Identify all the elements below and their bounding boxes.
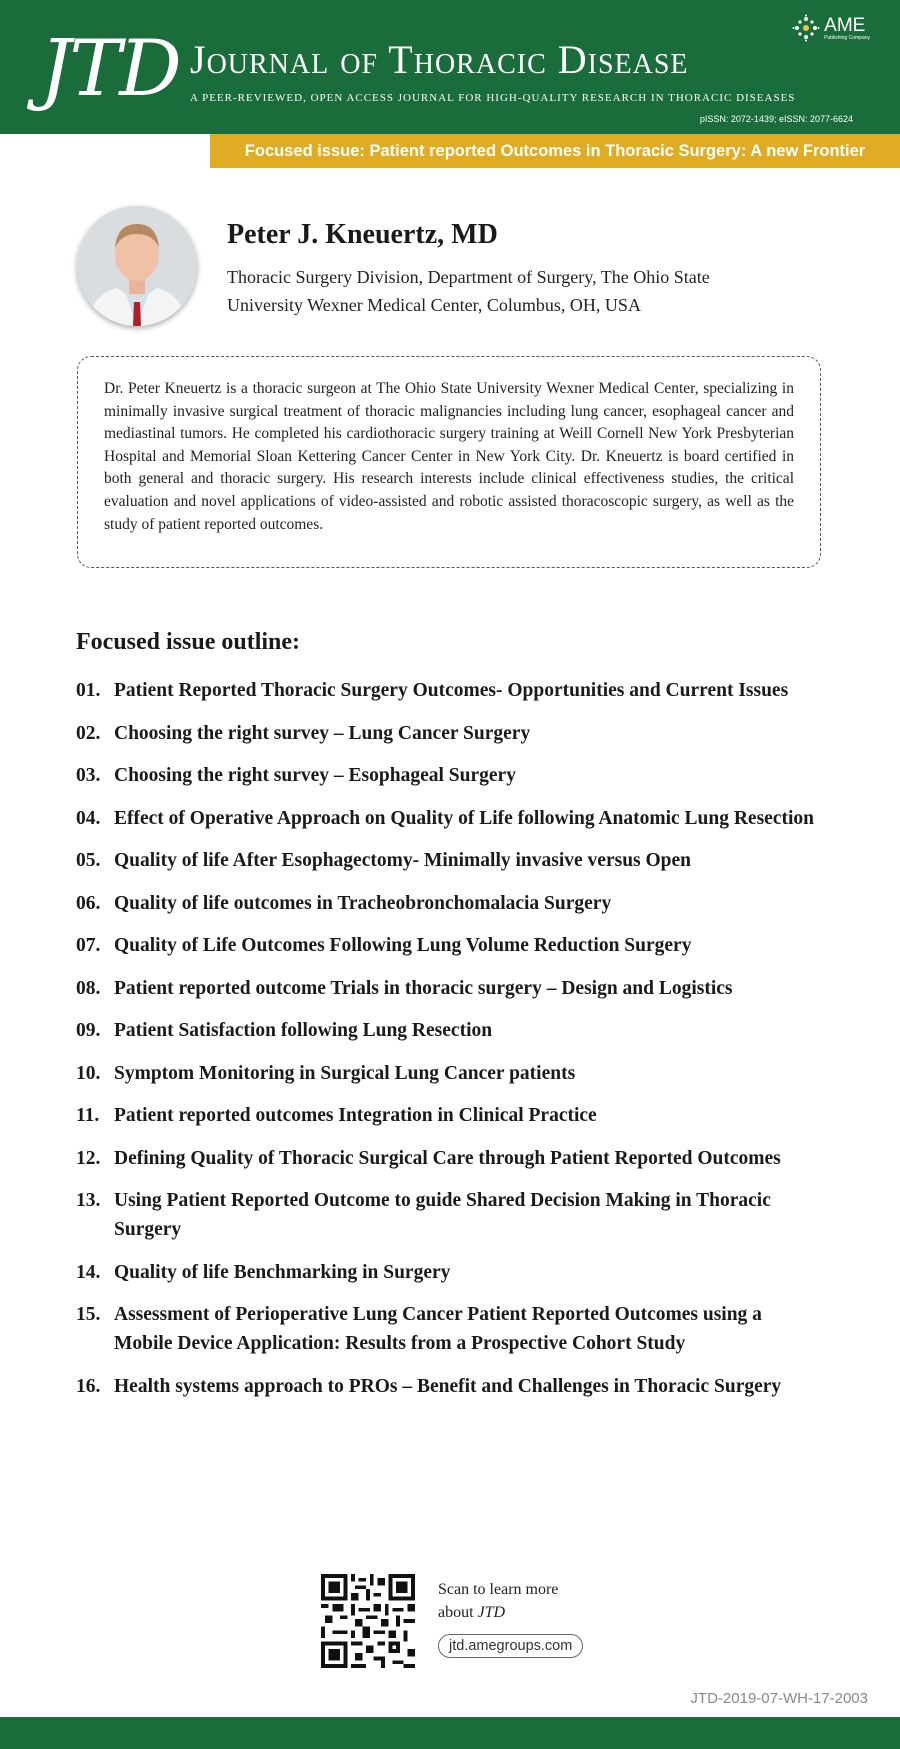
item-title: Quality of life outcomes in Tracheobronchomalacia Surgery [114,892,612,914]
outline-item [76,1372,816,1401]
item-number: 13. [76,1190,101,1211]
scan-journal: JTD [477,1604,506,1621]
outline-item [76,1258,816,1287]
focused-issue-banner: Focused issue: Patient reported Outcomes in Thoracic Surgery: A new Frontier [210,134,900,168]
item-number: 16. [76,1375,101,1397]
journal-url-link[interactable]: jtd.amegroups.com [438,1634,583,1658]
item-number: 14. [76,1261,101,1283]
outline-title: Focused issue outline: [76,629,301,655]
item-number: 07. [76,935,101,956]
outline-item [76,804,816,833]
scan-caption [438,1578,558,1624]
outline-item [76,889,816,918]
item-number: 11. [76,1105,100,1126]
editor-bio: Dr. Peter Kneuertz is a thoracic surgeon at The Ohio State University Wexner Medical Center, specializing in minimally invasive surgical treatment of thoracic malignancies including lung cancer, esophageal cancer and mediastinal tumors. He completed his cardiothoracic surgery training at Weill Cornell New York Presbyterian Hospital and Memorial Sloan Kettering Cancer Center in New York City. Dr. Kneuertz is board certified in both general and thoracic surgery. His research interests include clinical effectiveness studies, the critical evaluation and novel applications of video-assisted and robotic assisted thoracoscopic surgery, as well as the study of patient reported outcomes. [77,356,821,568]
ame-name: AME [824,15,866,36]
item-number: 10. [76,1062,101,1084]
item-title: Effect of Operative Approach on Quality of Life following Anatomic Lung Resection [114,807,814,829]
ame-logo [792,14,870,42]
item-number: 04. [76,807,101,829]
item-number: 15. [76,1304,101,1325]
ame-subtitle: Publishing Company [824,35,870,41]
item-number: 06. [76,892,101,914]
item-title: Assessment of Perioperative Lung Cancer Patient Reported Outcomes using a Mobile Device Application: Results from a Prospective Cohort Study [114,1304,762,1354]
document-code: JTD-2019-07-WH-17-2003 [690,1690,868,1707]
scan-line-1: Scan to learn more [438,1581,559,1598]
item-title: Patient Reported Thoracic Surgery Outcomes- Opportunities and Current Issues [114,680,789,701]
item-number: 02. [76,722,101,744]
item-number: 12. [76,1147,101,1169]
jtd-logo: JTD [40,24,180,114]
item-title: Patient reported outcomes Integration in Clinical Practice [114,1105,597,1126]
outline-item [76,719,816,748]
editor-name: Peter J. Kneuertz, MD [227,219,498,250]
journal-tagline: A PEER-REVIEWED, OPEN ACCESS JOURNAL FOR HIGH-QUALITY RESEARCH IN THORACIC DISEASES [190,92,796,104]
outline-list [76,676,816,1414]
outline-item [76,761,816,790]
outline-item [76,1016,816,1045]
outline-item [76,1144,816,1173]
item-number: 08. [76,977,101,999]
journal-header [0,0,900,134]
item-number: 09. [76,1020,101,1041]
item-title: Patient reported outcome Trials in thoracic surgery – Design and Logistics [114,977,733,999]
item-title: Using Patient Reported Outcome to guide Shared Decision Making in Thoracic Surgery [114,1190,771,1240]
item-title: Symptom Monitoring in Surgical Lung Cancer patients [114,1062,576,1084]
outline-item [76,1300,816,1358]
footer-bar [0,1717,900,1749]
item-number: 01. [76,680,101,701]
qr-code[interactable] [321,1574,415,1668]
editor-affiliation: Thoracic Surgery Division, Department of Surgery, The Ohio State University Wexner Medical Center, Columbus, OH, USA [227,267,710,315]
item-title: Quality of life Benchmarking in Surgery [114,1261,451,1283]
ame-dots-icon [792,14,820,42]
issn-text: pISSN: 2072-1439; eISSN: 2077-6624 [699,114,853,124]
outline-item [76,846,816,875]
outline-item [76,974,816,1003]
item-title: Choosing the right survey – Esophageal Surgery [114,765,516,786]
outline-item [76,676,816,705]
item-title: Quality of life After Esophagectomy- Minimally invasive versus Open [114,850,692,871]
item-number: 03. [76,765,101,786]
outline-item [76,931,816,960]
outline-item [76,1059,816,1088]
item-title: Patient Satisfaction following Lung Resection [114,1020,493,1041]
scan-line-2 [438,1601,558,1624]
journal-title: Journal of Thoracic Disease [190,37,689,82]
outline-item [76,1186,816,1244]
item-title: Health systems approach to PROs – Benefit and Challenges in Thoracic Surgery [114,1375,782,1397]
scan-about: about [438,1604,478,1621]
item-title: Quality of Life Outcomes Following Lung Volume Reduction Surgery [114,935,692,956]
item-title: Defining Quality of Thoracic Surgical Care through Patient Reported Outcomes [114,1147,781,1169]
item-title: Choosing the right survey – Lung Cancer Surgery [114,722,531,744]
editor-photo [77,206,197,326]
outline-item [76,1101,816,1130]
item-number: 05. [76,850,101,871]
